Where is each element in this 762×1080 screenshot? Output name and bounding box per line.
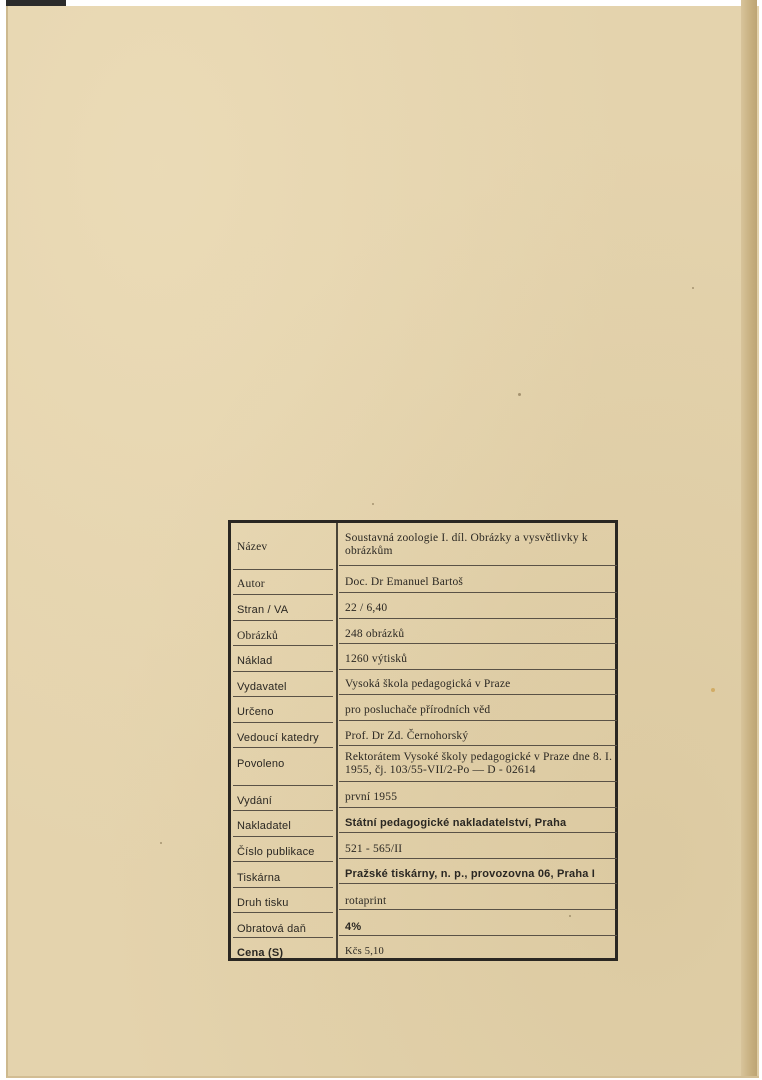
column-divider <box>336 523 338 958</box>
row-rule <box>233 887 333 888</box>
field-value: pro posluchače přírodních věd <box>345 704 491 716</box>
scan-edge-top <box>6 0 66 6</box>
row-rule <box>339 807 617 808</box>
row-rule <box>233 722 333 723</box>
field-value: 248 obrázků <box>345 628 405 640</box>
field-value: 4% <box>345 921 362 933</box>
row-rule <box>233 671 333 672</box>
row-rule <box>233 937 333 938</box>
row-rule <box>233 696 333 697</box>
field-label: Povoleno <box>237 758 285 770</box>
row-rule <box>233 836 333 837</box>
field-value: první 1955 <box>345 791 398 803</box>
row-rule <box>233 747 333 748</box>
field-value: Pražské tiskárny, n. p., provozovna 06, Praha I <box>345 868 596 880</box>
row-rule <box>339 781 617 782</box>
field-label: Tiskárna <box>237 872 281 884</box>
field-value: rotaprint <box>345 895 387 907</box>
row-rule <box>233 810 333 811</box>
row-rule <box>233 785 333 786</box>
field-label: Obratová daň <box>237 923 307 935</box>
row-rule <box>339 669 617 670</box>
paper-speck <box>372 503 374 505</box>
field-label: Číslo publikace <box>237 846 315 858</box>
row-rule <box>233 594 333 595</box>
field-label: Cena (S) <box>237 947 284 959</box>
field-label: Nakladatel <box>237 820 291 832</box>
row-rule <box>339 694 617 695</box>
row-rule <box>339 720 617 721</box>
field-label: Stran / VA <box>237 604 289 616</box>
field-label: Náklad <box>237 655 273 667</box>
field-label: Vedoucí katedry <box>237 732 319 744</box>
row-rule <box>339 592 617 593</box>
field-label: Autor <box>237 578 265 590</box>
row-rule <box>233 645 333 646</box>
field-value: Prof. Dr Zd. Černohorský <box>345 730 469 742</box>
row-rule <box>339 745 617 746</box>
field-value: Soustavná zoologie I. díl. Obrázky a vysvětlivky k obrázkům <box>345 532 588 557</box>
row-rule <box>339 618 617 619</box>
paper-speck <box>692 287 694 289</box>
row-rule <box>339 565 617 566</box>
field-value: Rektorátem Vysoké školy pedagogické v Praze dne 8. I. 1955, čj. 103/55-VII/2-Po — D - 02614 <box>345 751 613 776</box>
row-rule <box>233 620 333 621</box>
field-label: Druh tisku <box>237 897 289 909</box>
field-label: Určeno <box>237 706 274 718</box>
field-label: Název <box>237 541 268 553</box>
paper-edge-right <box>741 0 757 1076</box>
row-rule <box>233 569 333 570</box>
field-value: Doc. Dr Emanuel Bartoš <box>345 576 464 588</box>
row-rule <box>339 858 617 859</box>
paper-speck <box>711 688 715 692</box>
field-value: Vysoká škola pedagogická v Praze <box>345 678 511 690</box>
field-value: 1260 výtisků <box>345 653 408 665</box>
colophon-table <box>228 520 618 961</box>
field-value: 521 - 565/II <box>345 843 403 855</box>
paper-speck <box>518 393 521 396</box>
field-value: Kčs 5,10 <box>345 946 384 957</box>
field-value: Státní pedagogické nakladatelství, Praha <box>345 817 567 829</box>
row-rule <box>233 861 333 862</box>
field-label: Vydání <box>237 795 273 807</box>
field-label: Vydavatel <box>237 681 287 693</box>
field-label: Obrázků <box>237 630 278 642</box>
row-rule <box>339 643 617 644</box>
row-rule <box>339 909 617 910</box>
row-rule <box>233 912 333 913</box>
paper-speck <box>160 842 162 844</box>
row-rule <box>339 832 617 833</box>
field-value: 22 / 6,40 <box>345 602 388 614</box>
row-rule <box>339 883 617 884</box>
row-rule <box>339 935 617 936</box>
